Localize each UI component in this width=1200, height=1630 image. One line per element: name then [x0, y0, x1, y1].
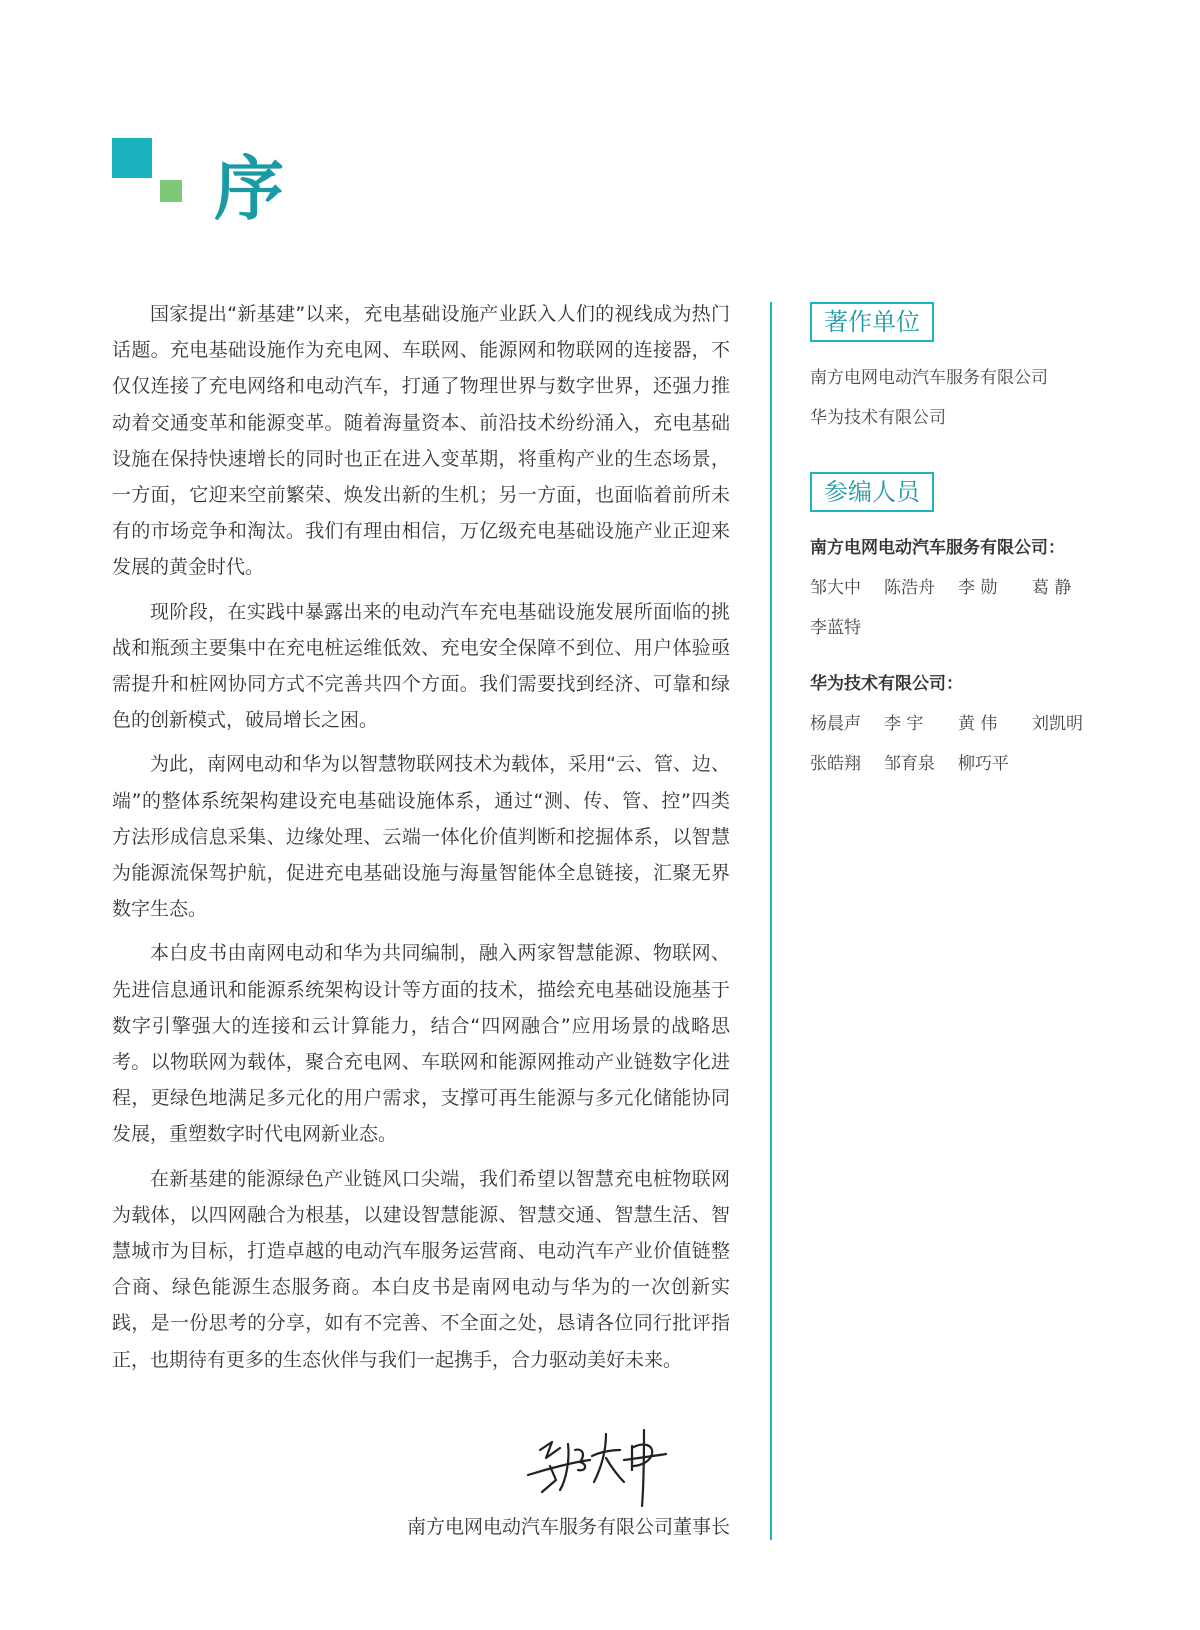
- vertical-divider: [770, 302, 772, 1540]
- preface-paragraph: 本白皮书由南网电动和华为共同编制，融入两家智慧能源、物联网、先进信息通讯和能源系统架构设计等方面的技术，描绘充电基础设施基于数字引擎强大的连接和云计算能力，结合“四网融合”应用场景的战略思考。以物联网为载体，聚合充电网、车联网和能源网推动产业链数字化进程，更绿色地满足多元化的用户需求，支撑可再生能源与多元化储能协同发展，重塑数字时代电网新业态。: [112, 942, 730, 1146]
- decorative-square-green: [160, 180, 182, 202]
- authors-heading: 著作单位: [810, 302, 934, 342]
- handwritten-signature: [520, 1420, 690, 1510]
- preface-paragraph: 为此，南网电动和华为以智慧物联网技术为载体，采用“云、管、边、端”的整体系统架构建设充电基础设施体系，通过“测、传、管、控”四类方法形成信息采集、边缘处理、云端一体化价值判断和挖掘体系，以智慧为能源流保驾护航，促进充电基础设施与海量智能体全息链接，汇聚无界数字生态。: [112, 753, 730, 921]
- author-org: 南方电网电动汽车服务有限公司: [810, 368, 1048, 388]
- contributor-name: 李蓝特: [810, 618, 861, 638]
- contributor-group-title: 华为技术有限公司：: [810, 674, 963, 694]
- contributor-name: 邹大中: [810, 578, 861, 598]
- contributors-section: [810, 472, 1180, 784]
- contributor-name: 邹育泉: [884, 754, 935, 774]
- author-org: 华为技术有限公司: [810, 408, 946, 428]
- contributors-heading: 参编人员: [810, 472, 934, 512]
- contributor-name: 黄 伟: [958, 714, 998, 734]
- contributor-names: [810, 568, 1110, 648]
- preface-paragraph: 国家提出“新基建”以来，充电基础设施产业跃入人们的视线成为热门话题。充电基础设施作为充电网、车联网、能源网和物联网的连接器，不仅仅连接了充电网络和电动汽车，打通了物理世界与数字世界，还强力推动着交通变革和能源变革。随着海量资本、前沿技术纷纷涌入，充电基础设施在保持快速增长的同时也正在进入变革期，将重构产业的生态场景，一方面，它迎来空前繁荣、焕发出新的生机；另一方面，也面临着前所未有的市场竞争和淘汰。我们有理由相信，万亿级充电基础设施产业正迎来发展的黄金时代。: [112, 303, 730, 579]
- contributor-name: 葛 静: [1032, 578, 1072, 598]
- preface-paragraph: 在新基建的能源绿色产业链风口尖端，我们希望以智慧充电桩物联网为载体，以四网融合为根基，以建设智慧能源、智慧交通、智慧生活、智慧城市为目标，打造卓越的电动汽车服务运营商、电动汽车产业价值链整合商、绿色能源生态服务商。本白皮书是南网电动与华为的一次创新实践，是一份思考的分享，如有不完善、不全面之处，恳请各位同行批评指正，也期待有更多的生态伙伴与我们一起携手，合力驱动美好未来。: [112, 1167, 730, 1371]
- contributor-group-title: 南方电网电动汽车服务有限公司：: [810, 538, 1065, 558]
- page-title: 序: [214, 148, 284, 230]
- contributor-name: 张皓翔: [810, 754, 861, 774]
- contributor-name: 柳巧平: [958, 754, 1009, 774]
- authors-list: [810, 358, 1180, 438]
- preface-body: [112, 296, 730, 1386]
- contributor-name: 李 宇: [884, 714, 924, 734]
- credits-sidebar: [810, 302, 1180, 784]
- contributor-names: [810, 704, 1110, 784]
- signature-title: 南方电网电动汽车服务有限公司董事长: [406, 1516, 730, 1538]
- decorative-square-teal: [112, 138, 152, 178]
- contributor-name: 陈浩舟: [884, 578, 935, 598]
- contributor-name: 刘凯明: [1032, 714, 1083, 734]
- preface-paragraph: 现阶段，在实践中暴露出来的电动汽车充电基础设施发展所面临的挑战和瓶颈主要集中在充电桩运维低效、充电安全保障不到位、用户体验亟需提升和桩网协同方式不完善共四个方面。我们需要找到经济、可靠和绿色的创新模式，破局增长之困。: [112, 600, 730, 732]
- contributor-name: 杨晨声: [810, 714, 861, 734]
- contributor-name: 李 勋: [958, 578, 998, 598]
- signature: [520, 1420, 690, 1510]
